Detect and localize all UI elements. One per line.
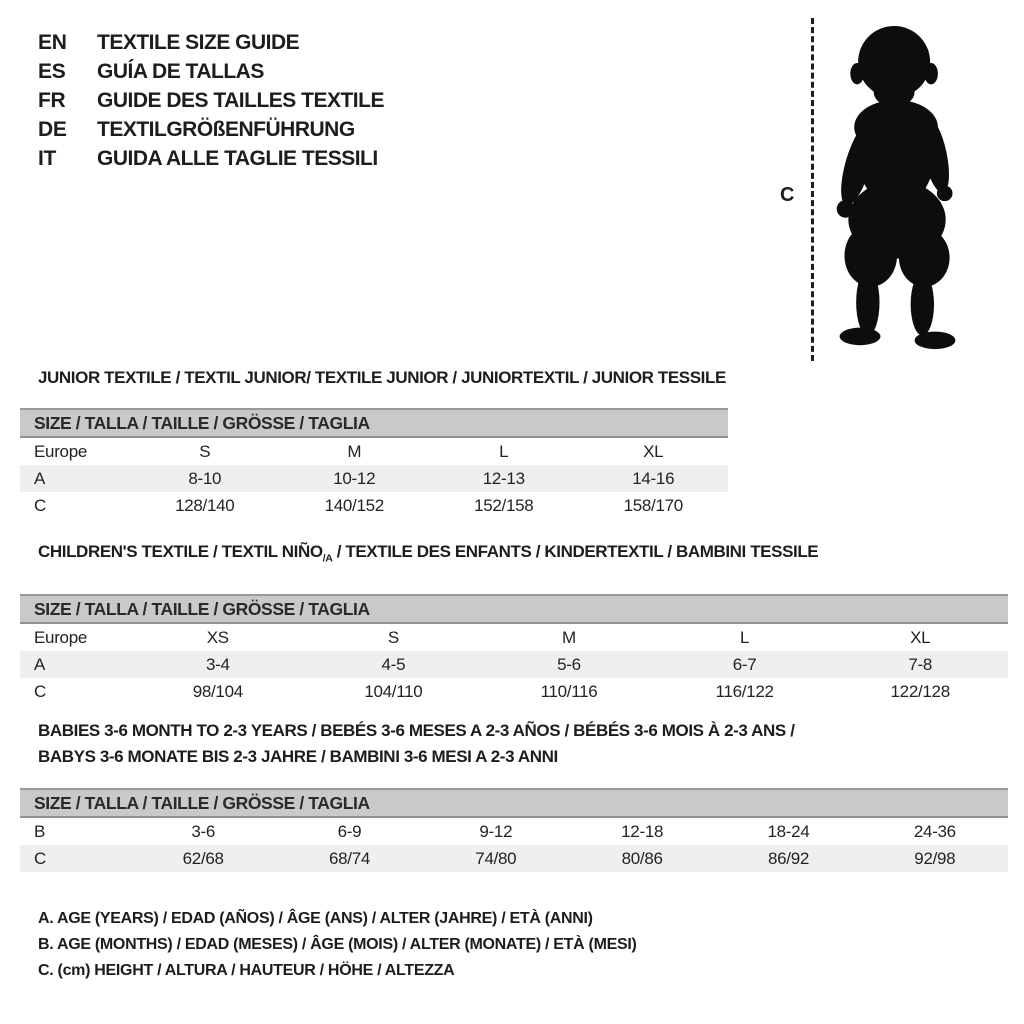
row-label: A xyxy=(34,655,46,675)
row-label: C xyxy=(34,682,46,702)
legend-line-c: C. (cm) HEIGHT / ALTURA / HAUTEUR / HÖHE / ALTEZZA xyxy=(38,962,455,979)
age-cell: 18-24 xyxy=(767,822,810,841)
height-cell: 110/116 xyxy=(540,682,598,702)
age-cell: 7-8 xyxy=(908,655,933,675)
table-row-height xyxy=(20,678,1008,705)
table-row-age-months xyxy=(20,818,1008,845)
babies-size-table xyxy=(20,788,1008,872)
height-cell: 86/92 xyxy=(767,849,810,868)
age-cell: 10-12 xyxy=(333,469,376,488)
height-cell: 140/152 xyxy=(324,496,384,515)
childrens-size-table xyxy=(20,594,1008,705)
height-measure-label: C xyxy=(780,184,795,206)
heading-line-1: BABIES 3-6 MONTH TO 2-3 YEARS / BEBÉS 3-6 MESES A 2-3 AÑOS / BÉBÉS 3-6 MOIS À 2-3 ANS / xyxy=(38,721,795,740)
legend-line-a: A. AGE (YEARS) / EDAD (AÑOS) / ÂGE (ANS) / ALTER (JAHRE) / ETÀ (ANNI) xyxy=(38,910,593,927)
row-label: C xyxy=(34,849,46,868)
table-row-age xyxy=(20,465,728,492)
language-code: ES xyxy=(38,60,66,83)
guide-title: GUIDE DES TAILLES TEXTILE xyxy=(97,89,384,112)
language-title-row xyxy=(38,57,384,86)
age-cell: 14-16 xyxy=(632,469,675,488)
size-cell: M xyxy=(562,628,576,648)
age-cell: 5-6 xyxy=(557,655,581,675)
height-cell: 128/140 xyxy=(175,496,235,515)
age-cell: 12-13 xyxy=(482,469,525,488)
table-row-europe xyxy=(20,624,1008,651)
size-cell: S xyxy=(387,628,399,648)
height-cell: 116/122 xyxy=(715,682,774,702)
age-cell: 4-5 xyxy=(381,655,406,675)
age-cell: 8-10 xyxy=(188,469,222,488)
size-cell: M xyxy=(347,442,362,461)
language-code: EN xyxy=(38,31,67,54)
height-figure xyxy=(778,8,994,364)
height-cell: 68/74 xyxy=(328,849,371,868)
row-label: Europe xyxy=(34,628,88,648)
size-cell: XS xyxy=(206,628,229,648)
language-code: FR xyxy=(38,89,66,112)
guide-title: GUÍA DE TALLAS xyxy=(97,60,264,83)
measurement-legend xyxy=(38,906,637,984)
junior-textile-section xyxy=(20,368,728,519)
heading-subscript: /A xyxy=(322,552,333,565)
language-title-row xyxy=(38,28,384,57)
size-cell: XL xyxy=(643,442,664,461)
age-cell: 6-7 xyxy=(732,655,757,675)
heading-text: / TEXTILE DES ENFANTS / KINDERTEXTIL / BAMBINI TESSILE xyxy=(332,542,819,561)
height-cell: 74/80 xyxy=(475,849,517,868)
language-title-row xyxy=(38,86,384,115)
height-cell: 104/110 xyxy=(364,682,423,702)
language-code: DE xyxy=(38,118,67,141)
row-label: A xyxy=(34,469,46,488)
height-cell: 62/68 xyxy=(182,849,224,868)
guide-title: TEXTILE SIZE GUIDE xyxy=(97,31,300,54)
language-title-list xyxy=(38,28,384,173)
row-label: C xyxy=(34,496,46,515)
heading-text: CHILDREN'S TEXTILE / TEXTIL NIÑO xyxy=(38,542,323,561)
junior-section-heading: JUNIOR TEXTILE / TEXTIL JUNIOR/ TEXTILE JUNIOR / JUNIORTEXTIL / JUNIOR TESSILE xyxy=(38,368,726,387)
age-cell: 6-9 xyxy=(337,822,362,841)
legend-line-b: B. AGE (MONTHS) / EDAD (MESES) / ÂGE (MOIS) / ALTER (MONATE) / ETÀ (MESI) xyxy=(38,936,637,953)
size-header-bar: SIZE / TALLA / TAILLE / GRÖSSE / TAGLIA xyxy=(20,408,728,438)
height-cell: 92/98 xyxy=(914,849,956,868)
height-dashed-line-icon xyxy=(811,18,814,361)
childrens-section-heading xyxy=(38,542,1008,568)
babies-section-heading xyxy=(38,718,1008,770)
height-cell: 158/170 xyxy=(623,496,683,515)
size-header-bar: SIZE / TALLA / TAILLE / GRÖSSE / TAGLIA xyxy=(20,594,1008,624)
age-cell: 9-12 xyxy=(479,822,513,841)
row-label: Europe xyxy=(34,442,88,461)
height-cell: 152/158 xyxy=(474,496,534,515)
table-row-height xyxy=(20,845,1008,872)
height-cell: 98/104 xyxy=(192,682,243,702)
babies-textile-section xyxy=(20,718,1008,872)
height-cell: 80/86 xyxy=(621,849,663,868)
size-cell: L xyxy=(740,628,750,648)
heading-line-2: BABYS 3-6 MONATE BIS 2-3 JAHRE / BAMBINI 3-6 MESI A 2-3 ANNI xyxy=(38,747,558,766)
size-cell: XL xyxy=(910,628,931,648)
age-cell: 3-6 xyxy=(191,822,215,841)
age-cell: 3-4 xyxy=(205,655,230,675)
height-cell: 122/128 xyxy=(890,682,950,702)
table-row-europe xyxy=(20,438,728,465)
size-header-bar: SIZE / TALLA / TAILLE / GRÖSSE / TAGLIA xyxy=(20,788,1008,818)
childrens-textile-section xyxy=(20,542,1008,705)
size-cell: L xyxy=(499,442,509,461)
language-title-row xyxy=(38,144,384,173)
language-code: IT xyxy=(38,147,57,170)
age-cell: 12-18 xyxy=(621,822,664,841)
table-row-height xyxy=(20,492,728,519)
row-label: B xyxy=(34,822,46,841)
age-cell: 24-36 xyxy=(913,822,956,841)
size-cell: S xyxy=(199,442,211,461)
guide-title: GUIDA ALLE TAGLIE TESSILI xyxy=(97,147,378,170)
guide-title: TEXTILGRÖßENFÜHRUNG xyxy=(97,118,355,141)
table-row-age xyxy=(20,651,1008,678)
language-title-row xyxy=(38,115,384,144)
toddler-silhouette-icon xyxy=(825,16,971,361)
junior-size-table xyxy=(20,408,728,519)
